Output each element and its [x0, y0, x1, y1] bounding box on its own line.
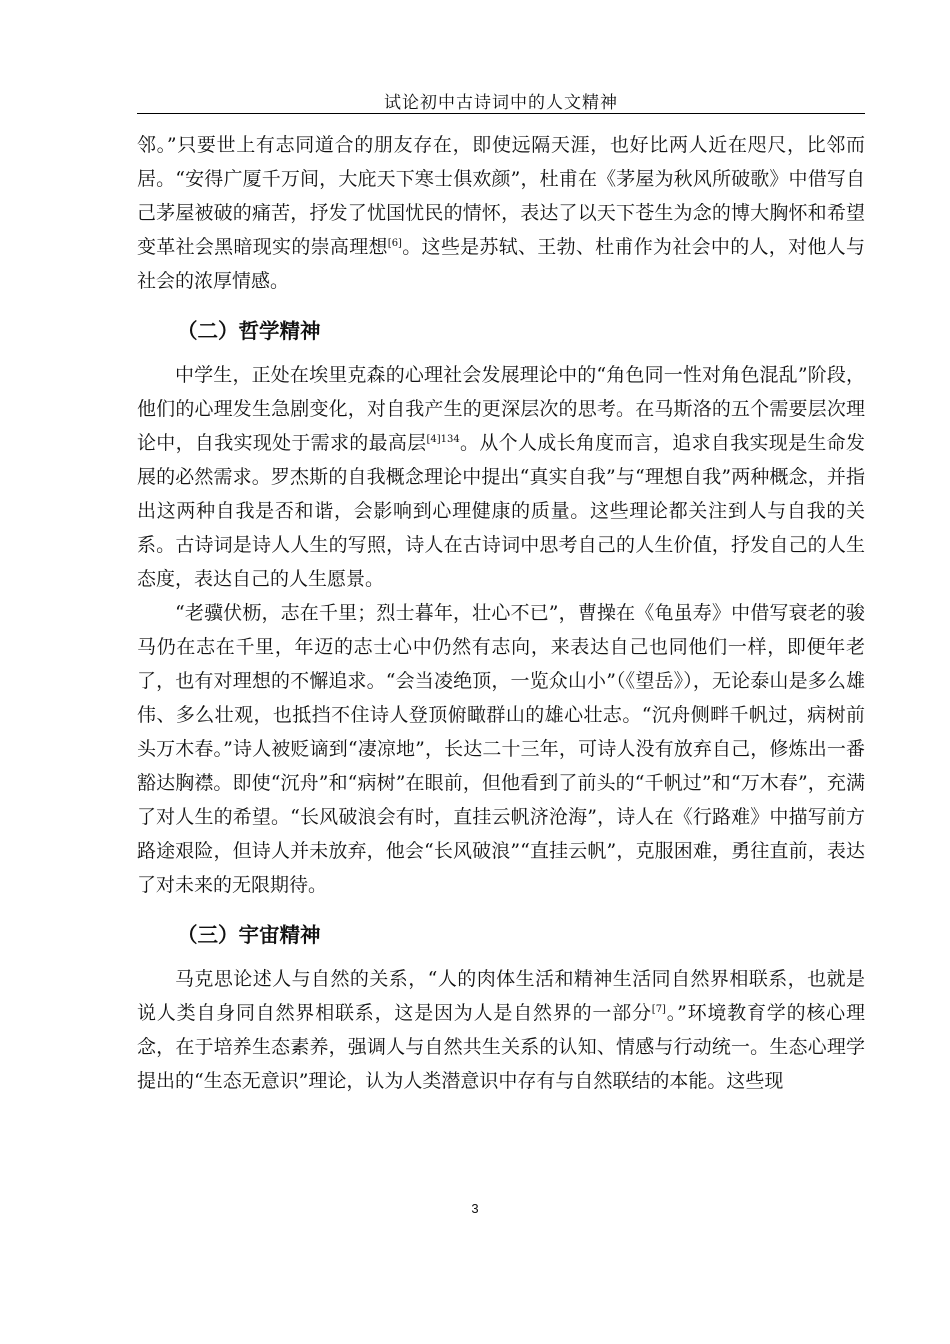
page-body — [137, 128, 865, 1098]
page-number: 3 — [471, 1201, 479, 1216]
paragraph-text: 。从个人成长角度而言，追求自我实现是生命发展的必然需求。罗杰斯的自我概念理论中提出“真实自我”与“理想自我”两种概念，并指出这两种自我是否和谐，会影响到心理健康的质量。这些理论都关注到人与自我的关系。古诗词是诗人人生的写照，诗人在古诗词中思考自己的人生价值，抒发自己的人生态度，表达自己的人生愿景。 — [137, 432, 865, 590]
continued-paragraph — [137, 128, 865, 298]
paragraph-text: 中学生，正处在埃里克森的心理社会发展理论中的“角色同一性对角色混乱”阶段，他们的心理发生急剧变化，对自我产生的更深层次的思考。在马斯洛的五个需要层次理论中，自我实现处于需求的最高层 — [137, 364, 865, 454]
section-heading-philosophy: （二）哲学精神 — [177, 319, 321, 343]
citation: [6] — [387, 238, 402, 249]
section-heading-cosmos: （三）宇宙精神 — [177, 923, 321, 947]
paragraph — [137, 962, 865, 1098]
paragraph-text: 马克思论述人与自然的关系，“人的肉体生活和精神生活同自然界相联系，也就是说人类自身同自然界相联系，这是因为人是自然界的一部分 — [137, 968, 865, 1024]
paragraph: “老骥伏枥，志在千里；烈士暮年，壮心不已”，曹操在《龟虽寿》中借写衰老的骏马仍在志在千里，年迈的志士心中仍然有志向，来表达自己也同他们一样，即便年老了，也有对理想的不懈追求。“会当凌绝顶，一览众山小”（《望岳》），无论泰山是多么雄伟、多么壮观，也抵挡不住诗人登顶俯瞰群山的雄心壮志。“沉舟侧畔千帆过，病树前头万木春。”诗人被贬谪到“凄凉地”，长达二十三年，可诗人没有放弃自己，修炼出一番豁达胸襟。即使“沉舟”和“病树”在眼前，但他看到了前头的“千帆过”和“万木春”，充满了对人生的希望。“长风破浪会有时，直挂云帆济沧海”，诗人在《行路难》中描写前方路途艰险，但诗人并未放弃，他会“长风破浪”“直挂云帆”，克服困难，勇往直前，表达了对未来的无限期待。 — [137, 602, 865, 896]
header-rule — [137, 113, 865, 114]
running-header: 试论初中古诗词中的人文精神 — [384, 93, 618, 113]
citation: [7] — [651, 1004, 666, 1015]
paragraph-text: 。这些是苏轼、王勃、杜甫作为社会中的人，对他人与社会的浓厚情感。 — [137, 236, 865, 292]
citation: [4]134 — [426, 434, 460, 445]
paragraph — [137, 358, 865, 596]
paragraph-text: 。”环境教育学的核心理念，在于培养生态素养，强调人与自然共生关系的认知、情感与行动统一。生态心理学提出的“生态无意识”理论，认为人类潜意识中存有与自然联结的本能。这些现 — [137, 1002, 865, 1092]
paragraph-text: 邻。”只要世上有志同道合的朋友存在，即使远隔天涯，也好比两人近在咫尺，比邻而居。“安得广厦千万间，大庇天下寒士俱欢颜”，杜甫在《茅屋为秋风所破歌》中借写自己茅屋被破的痛苦，抒发了忧国忧民的情怀，表达了以天下苍生为念的博大胸怀和希望变革社会黑暗现实的崇高理想 — [137, 134, 865, 258]
